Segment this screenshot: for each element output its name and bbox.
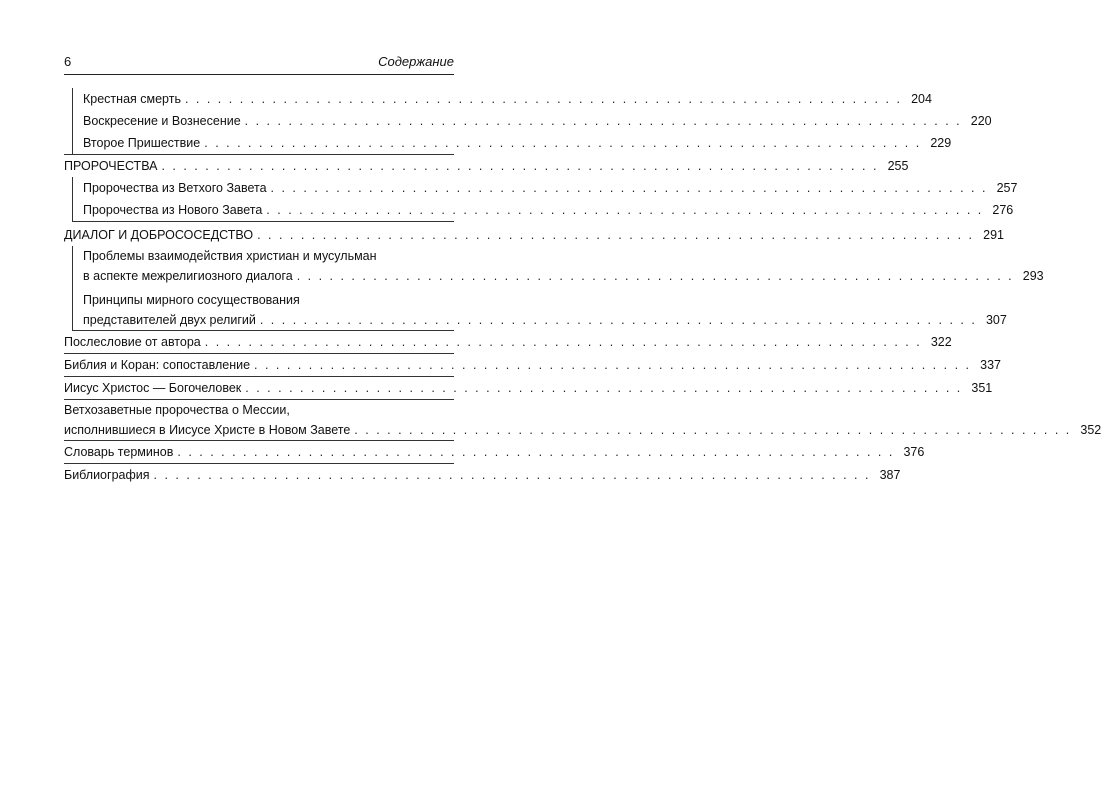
toc-entry-page: 351 <box>971 381 993 395</box>
toc-entry-title: Иисус Христос — Богочеловек <box>64 381 242 395</box>
toc-subgroup <box>72 88 992 154</box>
running-header <box>64 52 454 75</box>
toc-leader-dots: . . . . . . . . . . . . . . . . . . . . . . . . . . . . . . . . . . . . . . . . . . . . . . . . . . . . . . . . . . . . . . . . . . <box>184 92 902 106</box>
toc-leader-dots: . . . . . . . . . . . . . . . . . . . . . . . . . . . . . . . . . . . . . . . . . . . . . . . . . . . . . . . . . . . . . . . . . . <box>177 445 895 459</box>
toc-entry <box>83 110 992 132</box>
toc-leader-dots: . . . . . . . . . . . . . . . . . . . . . . . . . . . . . . . . . . . . . . . . . . . . . . . . . . . . . . . . . . . . . . . . . . <box>254 358 971 372</box>
toc-entry-page: 322 <box>930 335 952 349</box>
toc-entry <box>83 290 1007 330</box>
toc-entry-title-line2: исполнившиеся в Иисусе Христе в Новом Завете <box>64 423 351 437</box>
toc-entry-title: Библиография <box>64 468 150 482</box>
toc-entry <box>64 464 901 486</box>
toc-entry-title: Крестная смерть <box>83 92 181 106</box>
toc-leader-dots: . . . . . . . . . . . . . . . . . . . . . . . . . . . . . . . . . . . . . . . . . . . . . . . . . . . . . . . . . . . . . . . . . . <box>153 468 871 482</box>
toc-entry-page: 255 <box>887 159 909 173</box>
toc-leader-dots: . . . . . . . . . . . . . . . . . . . . . . . . . . . . . . . . . . . . . . . . . . . . . . . . . . . . . . . . . . . . . . . . . . <box>266 203 984 217</box>
toc-entry-page: 337 <box>980 358 1001 372</box>
toc-entry <box>64 400 1101 441</box>
toc-entry-title: Словарь терминов <box>64 445 174 459</box>
toc-leader-dots: . . . . . . . . . . . . . . . . . . . . . . . . . . . . . . . . . . . . . . . . . . . . . . . . . . . . . . . . . . . . . . . . . . <box>296 269 1014 283</box>
toc-entry <box>83 177 1018 199</box>
toc-entry-title: Пророчества из Нового Завета <box>83 203 263 217</box>
toc-entry-page: 387 <box>879 468 901 482</box>
toc-section-entry <box>64 154 909 177</box>
toc-entry-title: Послесловие от автора <box>64 335 201 349</box>
toc-entry-page: 352 <box>1080 423 1101 437</box>
toc-leader-dots: . . . . . . . . . . . . . . . . . . . . . . . . . . . . . . . . . . . . . . . . . . . . . . . . . . . . . . . . . . . . . . . . . . <box>354 423 1072 437</box>
toc-entry <box>64 331 952 354</box>
toc-entry-title: ДИАЛОГ И ДОБРОСОСЕДСТВО <box>64 228 254 242</box>
toc-entry-page: 204 <box>911 92 932 106</box>
toc-entry-title-line2: представителей двух религий <box>83 313 256 327</box>
toc-leader-dots: . . . . . . . . . . . . . . . . . . . . . . . . . . . . . . . . . . . . . . . . . . . . . . . . . . . . . . . . . . . . . . . . . . <box>259 313 977 327</box>
table-of-contents <box>64 88 1101 486</box>
toc-entry <box>83 132 952 154</box>
toc-entry-title: Воскресение и Вознесение <box>83 114 241 128</box>
toc-entry-title: Библия и Коран: сопоставление <box>64 358 251 372</box>
toc-entry-page: 291 <box>983 228 1005 242</box>
toc-entry <box>64 354 1001 377</box>
toc-entry <box>83 246 1044 286</box>
page-number: 6 <box>64 54 72 69</box>
toc-leader-dots: . . . . . . . . . . . . . . . . . . . . . . . . . . . . . . . . . . . . . . . . . . . . . . . . . . . . . . . . . . . . . . . . . . <box>204 335 922 349</box>
toc-entry-title: ПРОРОЧЕСТВА <box>64 159 158 173</box>
toc-leader-dots: . . . . . . . . . . . . . . . . . . . . . . . . . . . . . . . . . . . . . . . . . . . . . . . . . . . . . . . . . . . . . . . . . . <box>204 136 922 150</box>
toc-entry-page: 293 <box>1022 269 1044 283</box>
toc-entry-page: 220 <box>970 114 992 128</box>
toc-entry <box>64 441 925 464</box>
toc-entry-title-line2: в аспекте межрелигиозного диалога <box>83 269 293 283</box>
toc-subgroup <box>72 177 1018 222</box>
toc-entry-page: 376 <box>903 445 925 459</box>
toc-section-entry <box>64 224 1005 246</box>
toc-entry-title: Второе Пришествие <box>83 136 201 150</box>
toc-entry-title-line1: Принципы мирного сосуществования <box>83 293 300 307</box>
toc-entry-page: 257 <box>996 181 1018 195</box>
toc-leader-dots: . . . . . . . . . . . . . . . . . . . . . . . . . . . . . . . . . . . . . . . . . . . . . . . . . . . . . . . . . . . . . . . . . . <box>245 381 963 395</box>
toc-entry <box>83 199 1014 221</box>
toc-entry-page: 229 <box>930 136 952 150</box>
toc-entry-title-line1: Ветхозаветные пророчества о Мессии, <box>64 403 290 417</box>
running-title: Содержание <box>378 54 454 69</box>
toc-leader-dots: . . . . . . . . . . . . . . . . . . . . . . . . . . . . . . . . . . . . . . . . . . . . . . . . . . . . . . . . . . . . . . . . . . <box>161 159 879 173</box>
toc-entry <box>64 377 993 400</box>
toc-entry-title: Пророчества из Ветхого Завета <box>83 181 267 195</box>
toc-entry <box>83 88 932 110</box>
toc-subgroup <box>72 246 1044 331</box>
toc-leader-dots: . . . . . . . . . . . . . . . . . . . . . . . . . . . . . . . . . . . . . . . . . . . . . . . . . . . . . . . . . . . . . . . . . . <box>244 114 962 128</box>
toc-entry-page: 307 <box>985 313 1007 327</box>
toc-leader-dots: . . . . . . . . . . . . . . . . . . . . . . . . . . . . . . . . . . . . . . . . . . . . . . . . . . . . . . . . . . . . . . . . . . <box>270 181 988 195</box>
toc-leader-dots: . . . . . . . . . . . . . . . . . . . . . . . . . . . . . . . . . . . . . . . . . . . . . . . . . . . . . . . . . . . . . . . . . . <box>257 228 975 242</box>
toc-entry-page: 276 <box>992 203 1014 217</box>
toc-entry-title-line1: Проблемы взаимодействия христиан и мусульман <box>83 249 377 263</box>
